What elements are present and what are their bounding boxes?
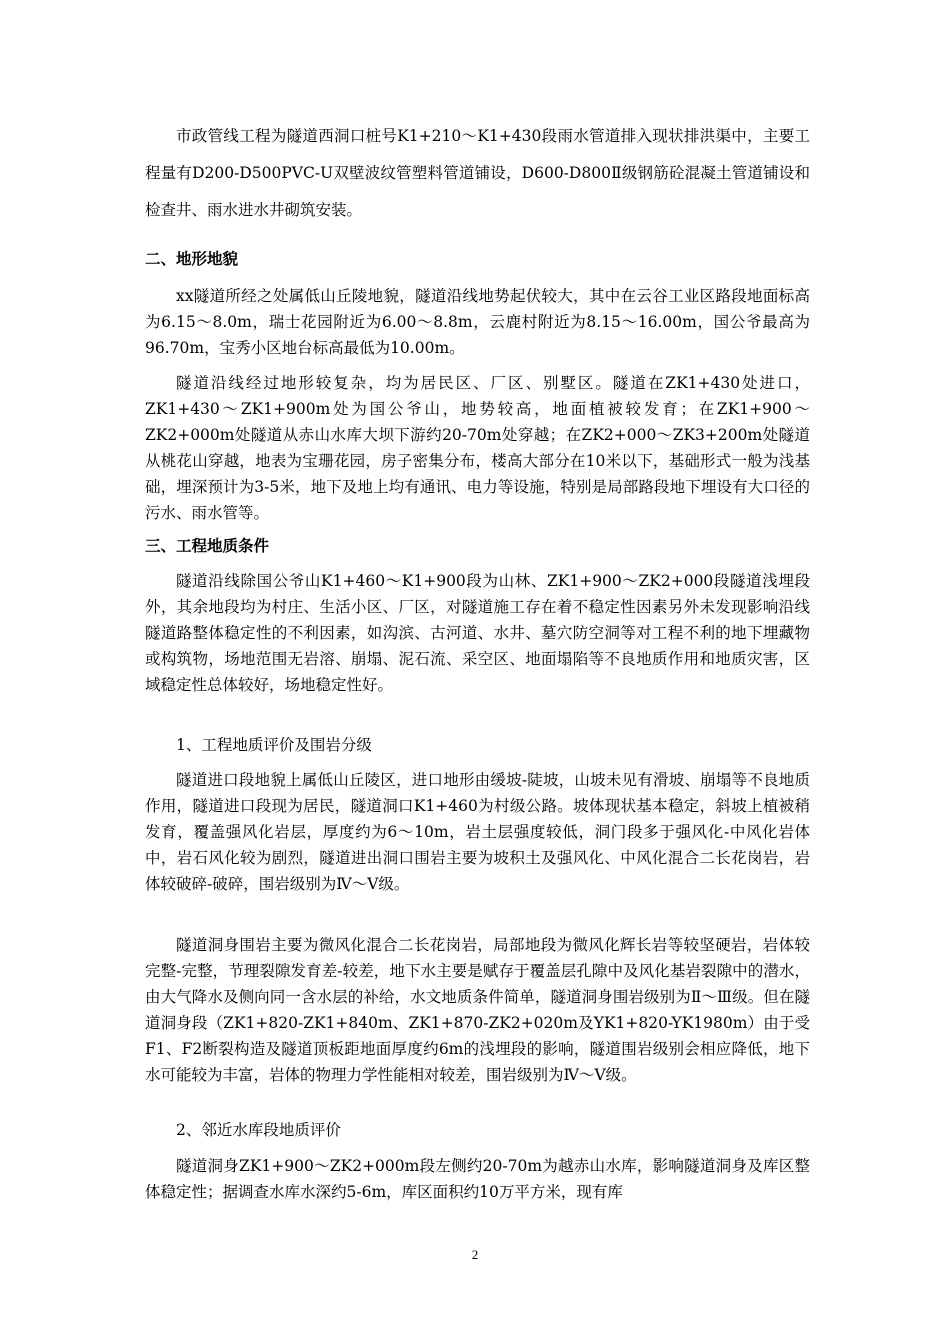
paragraph-tunnel-body-rock: 隧道洞身围岩主要为微风化混合二长花岗岩，局部地段为微风化辉长岩等较坚硬岩，岩体较完整-完整，节理裂隙发育差-较差，地下水主要是赋存于覆盖层孔隙中及风化基岩裂隙中的潜水，由大气降水及侧向同一含水层的补给，水文地质条件简单，隧道洞身围岩级别为Ⅱ～Ⅲ级。但在隧道洞身段（ZK1+820-ZK1+840m、ZK1+870-ZK2+020m及YK1+820-YK1980m）由于受F1、F2断裂构造及隧道顶板距地面厚度约6m的浅埋段的影响，隧道围岩级别会相应降低，地下水可能较为丰富，岩体的物理力学性能相对较差，围岩级别为Ⅳ～Ⅴ级。 xyxy=(145,936,810,1084)
page-number: 2 xyxy=(471,1247,479,1262)
section-heading-terrain: 二、地形地貌 xyxy=(145,250,239,268)
paragraph-entrance-geology: 隧道进口段地貌上属低山丘陵区，进口地形由缓坡-陡坡，山坡未见有滑坡、崩塌等不良地质作用，隧道进口段现为居民，隧道洞口K1+460为村级公路。坡体现状基本稳定，斜坡上植被稍发育，覆盖强风化岩层，厚度约为6～10m，岩土层强度较低，洞门段多于强风化-中风化岩体中，岩石风化较为剧烈，隧道进出洞口围岩主要为坡积土及强风化、中风化混合二长花岗岩，岩体较破碎-破碎，围岩级别为Ⅳ～Ⅴ级。 xyxy=(145,771,810,893)
section-heading-geology: 三、工程地质条件 xyxy=(145,537,270,555)
paragraph-terrain-overview: xx隧道所经之处属低山丘陵地貌，隧道沿线地势起伏较大，其中在云谷工业区路段地面标高为6.15～8.0m，瑞士花园附近为6.00～8.8m，云鹿村附近为8.15～16.00m，国公爷最高为96.70m，宝秀小区地台标高最低为10.00m。 xyxy=(145,287,810,357)
paragraph-reservoir-section: 隧道洞身ZK1+900～ZK2+000m段左侧约20-70m为越赤山水库，影响隧道洞身及库区整体稳定性；据调查水库水深约5-6m，库区面积约10万平方米，现有库 xyxy=(145,1157,810,1201)
subheading-rock-classification: 1、工程地质评价及围岩分级 xyxy=(176,736,372,754)
subheading-reservoir-geology: 2、邻近水库段地质评价 xyxy=(176,1121,341,1139)
paragraph-municipal-pipeline: 市政管线工程为隧道西洞口桩号K1+210～K1+430段雨水管道排入现状排洪渠中，主要工程量有D200-D500PVC-U双壁波纹管塑料管道铺设，D600-D800Ⅱ级钢筋砼混凝土管道铺设和检查井、雨水进水井砌筑安装。 xyxy=(145,127,810,219)
paragraph-geology-overview: 隧道沿线除国公爷山K1+460～K1+900段为山林、ZK1+900～ZK2+000段隧道浅埋段外，其余地段均为村庄、生活小区、厂区，对隧道施工存在着不稳定性因素另外未发现影响沿线隧道路整体稳定性的不利因素，如沟滨、古河道、水井、墓穴防空洞等对工程不利的地下埋藏物或构筑物，场地范围无岩溶、崩塌、泥石流、采空区、地面塌陷等不良地质作用和地质灾害，区域稳定性总体较好，场地稳定性好。 xyxy=(145,572,810,694)
paragraph-route-terrain: 隧道沿线经过地形较复杂，均为居民区、厂区、别墅区。隧道在ZK1+430处进口，ZK1+430～ZK1+900m处为国公爷山，地势较高，地面植被较发育；在ZK1+900～ZK2+000m处隧道从赤山水库大坝下游约20-70m处穿越；在ZK2+000～ZK3+200m处隧道从桃花山穿越，地表为宝珊花园，房子密集分布，楼高大部分在10米以下，基础形式一般为浅基础，埋深预计为3-5米，地下及地上均有通讯、电力等设施，特别是局部路段地下埋设有大口径的污水、雨水管等。 xyxy=(145,374,810,522)
